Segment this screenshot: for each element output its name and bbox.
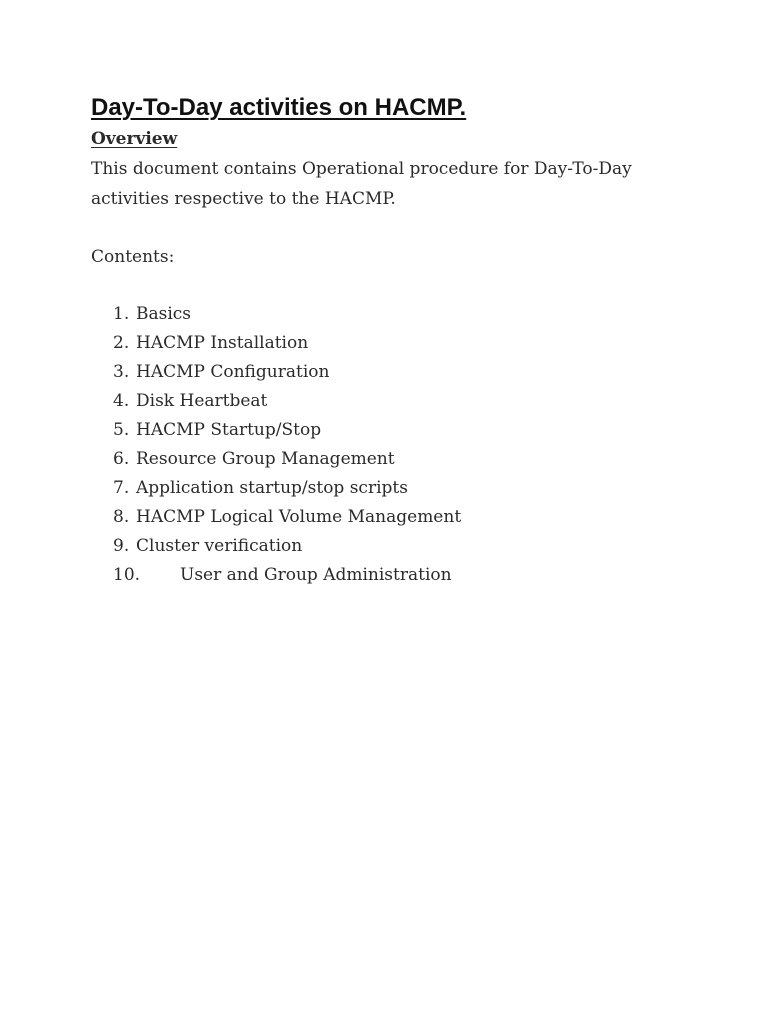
toc-label: HACMP Startup/Stop <box>136 420 322 440</box>
page-title: Day-To-Day activities on HACMP. <box>91 94 467 121</box>
overview-heading: Overview <box>91 129 178 149</box>
toc-label: Resource Group Management <box>136 449 395 469</box>
toc-number: 5. <box>113 420 130 440</box>
intro-paragraph: This document contains Operational procedure for Day-To-Day activities respective to the HACMP. <box>91 159 632 209</box>
toc-number: 3. <box>113 362 130 382</box>
toc-label: Basics <box>136 304 192 324</box>
toc-label: HACMP Installation <box>136 333 309 353</box>
toc-number: 10. <box>113 565 141 585</box>
toc-number: 2. <box>113 333 130 353</box>
toc-label: User and Group Administration <box>180 565 452 585</box>
toc-number: 4. <box>113 391 130 411</box>
toc-number: 6. <box>113 449 130 469</box>
toc-label: Application startup/stop scripts <box>136 478 408 498</box>
toc-number: 8. <box>113 507 130 527</box>
toc-label: HACMP Configuration <box>136 362 330 382</box>
toc-label: HACMP Logical Volume Management <box>136 507 462 527</box>
toc-label: Cluster verification <box>136 536 303 556</box>
toc-number: 9. <box>113 536 130 556</box>
contents-label: Contents: <box>91 247 175 267</box>
toc-number: 1. <box>113 304 130 324</box>
toc-number: 7. <box>113 478 130 498</box>
toc-label: Disk Heartbeat <box>136 391 268 411</box>
